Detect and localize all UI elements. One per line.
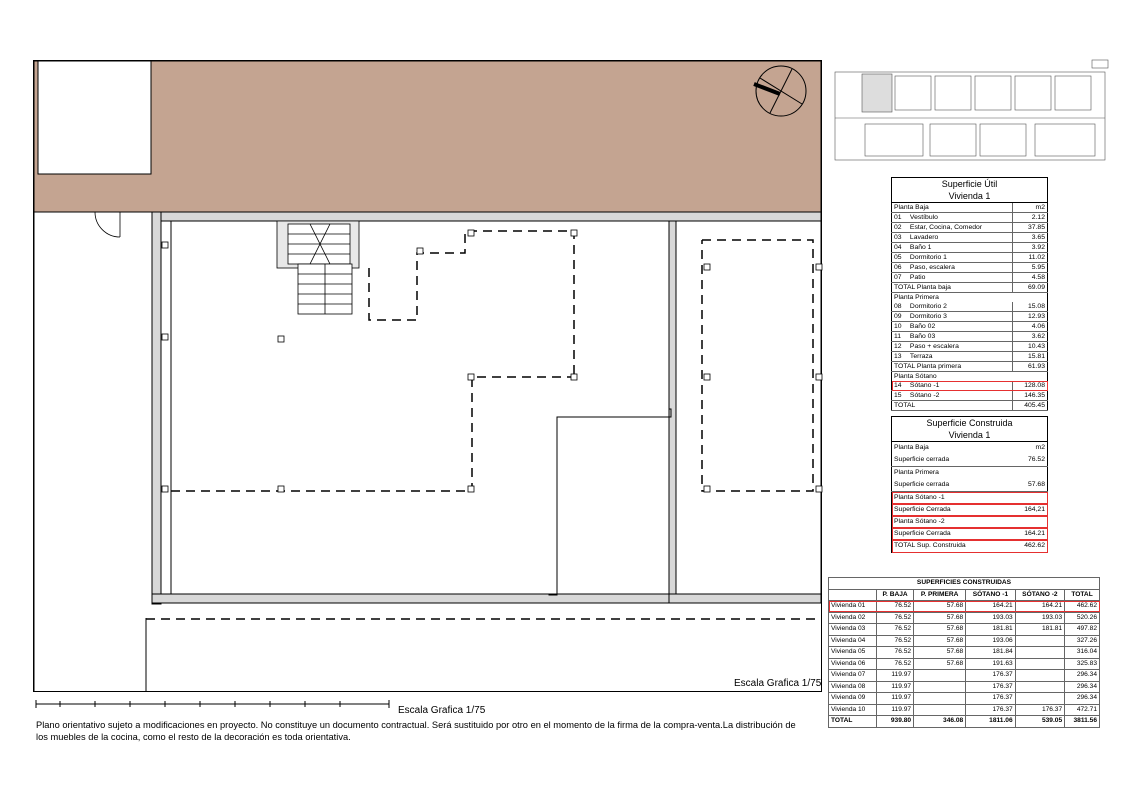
section-header: Planta Baja [894,444,929,451]
table-row [892,352,1048,362]
total-label: TOTAL Sup. Construida [894,542,966,549]
unit-label: m2 [1012,203,1047,213]
table-cell: 520.26 [1065,612,1100,624]
bottom-wall [152,594,715,603]
table-cell: 296.34 [1065,693,1100,705]
table-row [892,381,1048,391]
table-cell: 193.06 [966,635,1015,647]
cell-val: 3.62 [1012,332,1047,342]
table-row [892,233,1048,243]
table-cell: 76.52 [877,624,914,636]
scale-label: Escala Grafica 1/75 [734,678,822,689]
cell-name: Baño 1 [908,243,1012,253]
table-row [892,263,1048,273]
row-label: Superficie cerrada [894,481,950,488]
table-row [892,223,1048,233]
table-cell: 462.62 [1065,601,1100,613]
table-cell [1015,647,1064,659]
cell-name: Sótano -2 [908,391,1012,401]
cell-num: 11 [892,332,908,342]
table-cell: 76.52 [877,612,914,624]
cell-num: 08 [892,302,908,312]
cell-val: 2.12 [1012,213,1047,223]
cell-name: Paso, escalera [908,263,1012,273]
cell-num: 02 [892,223,908,233]
total-value: 61.93 [1012,362,1047,372]
total-value: 69.09 [1012,283,1047,293]
table-cell: 327.26 [1065,635,1100,647]
column-header: P. PRIMERA [914,589,966,601]
table-cell: Vivienda 09 [829,693,877,705]
cell-val: 3.92 [1012,243,1047,253]
summary-rows [829,601,1100,716]
table-cell [914,704,966,716]
table-cell: 191.63 [966,658,1015,670]
table-cell [1015,635,1064,647]
cell-val: 15.08 [1012,302,1047,312]
column-header [829,589,877,601]
table-cell: 176.37 [966,693,1015,705]
cell-val: 10.43 [1012,342,1047,352]
total-cell: 1811.06 [966,716,1015,728]
scale-bar [36,700,389,708]
left-wall [152,212,161,604]
section-header: Planta Primera [894,469,939,476]
util-sotano-rows [892,381,1048,401]
cell-val: 4.06 [1012,322,1047,332]
total-label: TOTAL Planta primera [892,362,1013,372]
table-row [892,322,1048,332]
table-cell: 119.97 [877,693,914,705]
summary-title: SUPERFICIES CONSTRUIDAS [829,578,1100,590]
cell-name: Terraza [908,352,1012,362]
total-value: 405.45 [1012,401,1047,411]
table-row [829,635,1100,647]
section-header: Planta Primera [894,294,939,301]
row-value: 76.52 [1027,456,1045,463]
cell-num: 06 [892,263,908,273]
table-cell [1015,658,1064,670]
cell-val: 12.93 [1012,312,1047,322]
table-cell: 176.37 [1015,704,1064,716]
table-cell: 76.52 [877,647,914,659]
util-baja-rows [892,213,1048,283]
table-cell: 181.81 [966,624,1015,636]
cell-num: 04 [892,243,908,253]
table-row [892,273,1048,283]
table-cell: 325.83 [1065,658,1100,670]
cell-num: 05 [892,253,908,263]
total-cell: TOTAL [829,716,877,728]
table-row [829,693,1100,705]
total-cell: 539.05 [1015,716,1064,728]
util-title: Superficie Útil [941,179,998,189]
table-cell [914,670,966,682]
table-row [892,213,1048,223]
cell-name: Vestíbulo [908,213,1012,223]
construida-title: Superficie Construida [926,418,1013,428]
cell-name: Dormitorio 1 [908,253,1012,263]
construida-subtitle: Vivienda 1 [948,430,991,440]
summary-total-row [829,716,1100,728]
cell-num: 09 [892,312,908,322]
right-house-bottom [669,594,821,603]
util-primera-rows [892,302,1048,362]
table-cell: 57.68 [914,647,966,659]
cell-num: 01 [892,213,908,223]
door-arc [95,212,120,237]
right-house-wall-left [669,221,676,594]
table-row [892,342,1048,352]
scale-bar-label: Escala Grafica 1/75 [398,705,486,716]
table-row [829,624,1100,636]
total-label: TOTAL [892,401,1013,411]
unit-label: m2 [1035,444,1045,451]
cell-val: 11.02 [1012,253,1047,263]
cell-val: 15.81 [1012,352,1047,362]
table-cell [1015,693,1064,705]
table-row [829,612,1100,624]
row-value: 57.68 [1027,481,1045,488]
table-row [829,681,1100,693]
table-cell: Vivienda 03 [829,624,877,636]
superficie-construida-table [891,416,1048,553]
table-cell: 176.37 [966,704,1015,716]
table-cell: 316.04 [1065,647,1100,659]
table-cell: 296.34 [1065,681,1100,693]
total-cell: 939.80 [877,716,914,728]
table-cell: 164.21 [1015,601,1064,613]
table-cell: 193.03 [1015,612,1064,624]
table-cell: 57.68 [914,658,966,670]
table-cell: 119.97 [877,670,914,682]
table-cell: 181.81 [1015,624,1064,636]
table-row [829,704,1100,716]
cell-name: Dormitorio 2 [908,302,1012,312]
table-cell: 76.52 [877,601,914,613]
table-cell: 57.68 [914,612,966,624]
top-wall [152,212,821,221]
section-header: Planta Sótano -2 [894,518,945,525]
table-cell: 193.03 [966,612,1015,624]
cell-val: 3.65 [1012,233,1047,243]
table-cell: Vivienda 02 [829,612,877,624]
summary-header-row [829,589,1100,601]
total-cell: 346.08 [914,716,966,728]
table-cell: 76.52 [877,658,914,670]
cell-val: 128.08 [1012,381,1047,391]
table-cell: 472.71 [1065,704,1100,716]
table-cell: 497.82 [1065,624,1100,636]
superficie-util-table [891,177,1048,411]
cell-name: Estar, Cocina, Comedor [908,223,1012,233]
column-header: P. BAJA [877,589,914,601]
column-header: SÓTANO -2 [1015,589,1064,601]
cell-val: 146.35 [1012,391,1047,401]
table-cell: 176.37 [966,681,1015,693]
cell-num: 14 [892,381,908,391]
cell-num: 03 [892,233,908,243]
row-value: 164,21 [1024,506,1045,513]
table-row [829,601,1100,613]
table-cell [914,681,966,693]
table-cell: 164.21 [966,601,1015,613]
cell-name: Paso + escalera [908,342,1012,352]
cell-name: Baño 02 [908,322,1012,332]
table-cell: Vivienda 06 [829,658,877,670]
cell-val: 4.58 [1012,273,1047,283]
column-header: TOTAL [1065,589,1100,601]
patio-white-box [38,61,151,174]
table-row [829,647,1100,659]
cell-num: 12 [892,342,908,352]
table-cell: 119.97 [877,681,914,693]
table-cell: 76.52 [877,635,914,647]
util-subtitle: Vivienda 1 [892,190,1048,203]
table-cell: Vivienda 07 [829,670,877,682]
total-label: TOTAL Planta baja [892,283,1013,293]
table-row [892,253,1048,263]
table-cell: 119.97 [877,704,914,716]
table-row [892,332,1048,342]
cell-name: Patio [908,273,1012,283]
table-cell: Vivienda 08 [829,681,877,693]
table-cell: 176.37 [966,670,1015,682]
table-cell [914,693,966,705]
section-header: Planta Baja [892,203,1013,213]
cell-name: Lavadero [908,233,1012,243]
table-row [892,302,1048,312]
row-value: 164.21 [1024,530,1045,537]
total-cell: 3811.56 [1065,716,1100,728]
table-cell: Vivienda 04 [829,635,877,647]
table-cell: 57.68 [914,601,966,613]
cell-name: Dormitorio 3 [908,312,1012,322]
cell-num: 10 [892,322,908,332]
table-cell [1015,670,1064,682]
table-row [892,243,1048,253]
table-cell: 57.68 [914,635,966,647]
key-plan-thumbnail [835,60,1108,160]
section-header: Planta Sótano -1 [894,494,945,501]
disclaimer-text: Plano orientativo sujeto a modificaciones en proyecto. No constituye un documento contractual. Será sustituido por otro en el momento de la firma de la compra-venta.La distribución de los muebles de la cocina, como el resto de la decoración es toda orientativa. [36,720,796,742]
row-label: Superficie Cerrada [894,506,951,513]
table-cell: 181.84 [966,647,1015,659]
row-label: Superficie Cerrada [894,530,951,537]
superficies-construidas-table [828,577,1100,728]
table-cell: 57.68 [914,624,966,636]
cell-num: 13 [892,352,908,362]
column-header: SÓTANO -1 [966,589,1015,601]
cell-val: 37.85 [1012,223,1047,233]
table-row [892,391,1048,401]
table-cell: Vivienda 01 [829,601,877,613]
terrace-area [34,61,821,212]
cell-num: 15 [892,391,908,401]
section-header: Planta Sótano [894,373,937,380]
table-cell: Vivienda 05 [829,647,877,659]
cell-name: Sótano -1 [908,381,1012,391]
table-cell: Vivienda 10 [829,704,877,716]
table-cell [1015,681,1064,693]
cell-val: 5.95 [1012,263,1047,273]
table-row [829,658,1100,670]
table-cell: 296.34 [1065,670,1100,682]
table-row [829,670,1100,682]
cell-num: 07 [892,273,908,283]
table-row [892,312,1048,322]
total-value: 462.62 [1024,542,1045,549]
row-label: Superficie cerrada [894,456,950,463]
cell-name: Baño 03 [908,332,1012,342]
